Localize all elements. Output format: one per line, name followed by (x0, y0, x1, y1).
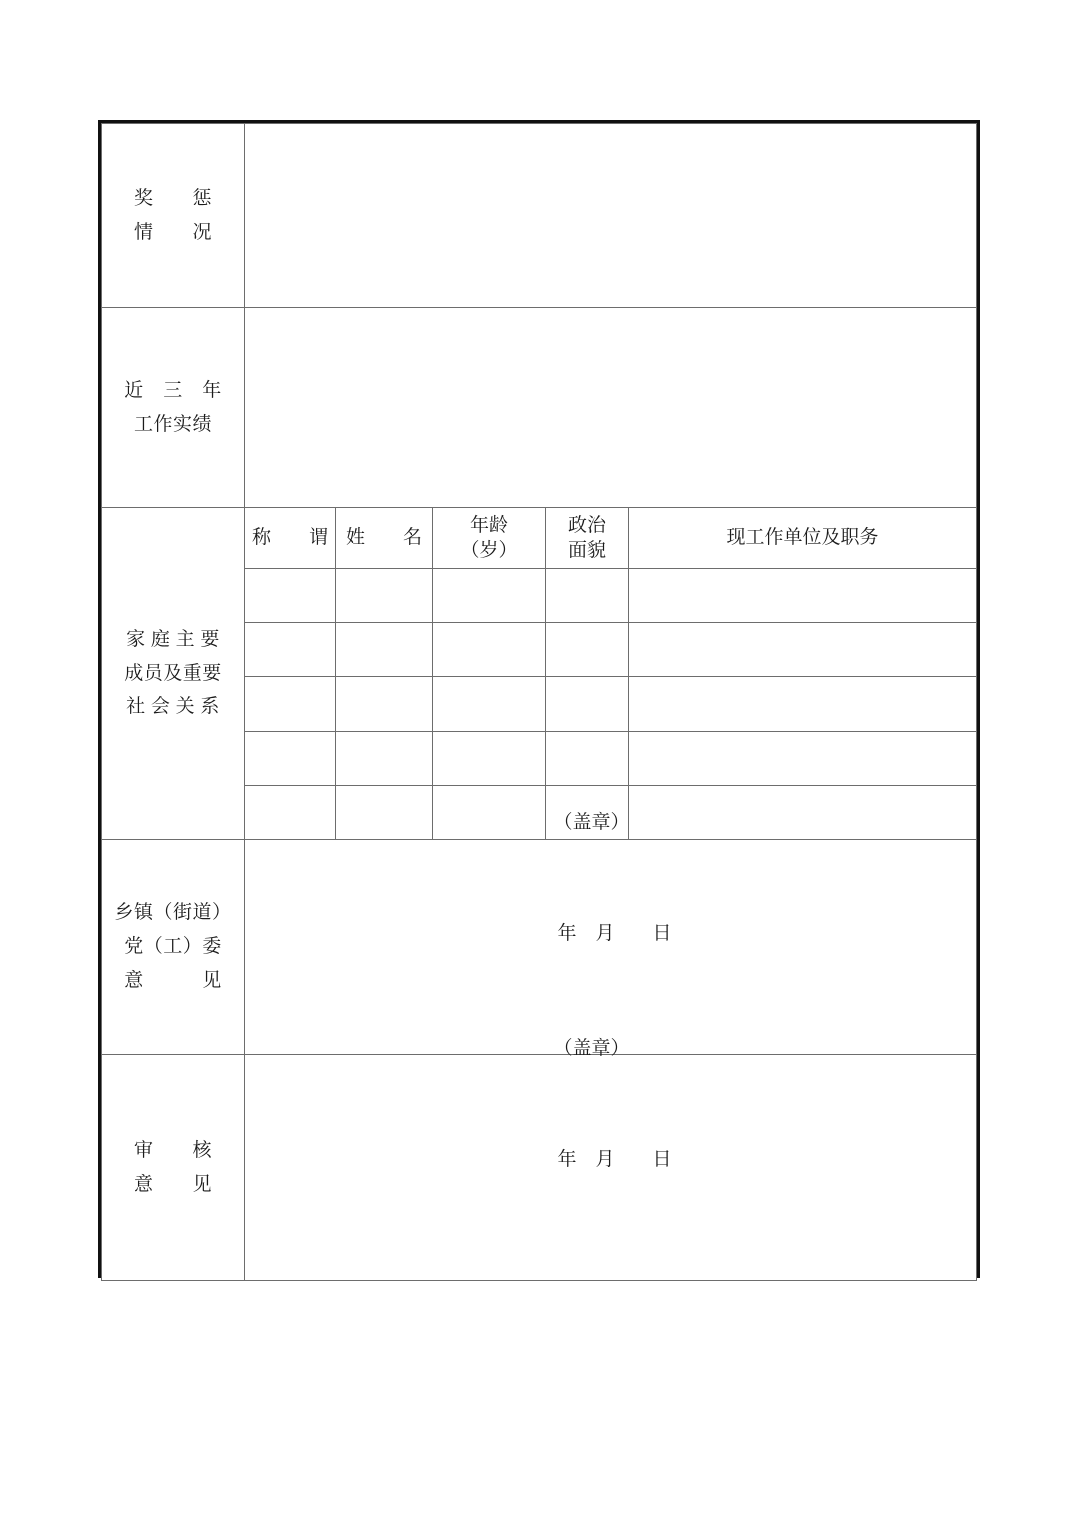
label-review-line1: 审 核 (133, 1139, 212, 1161)
cell-name[interactable] (336, 568, 433, 622)
row-township-opinion (102, 840, 977, 1055)
cell-age[interactable] (433, 568, 546, 622)
family-header-row (245, 508, 976, 568)
label-rewards (102, 124, 245, 308)
cell-workunit[interactable] (629, 785, 977, 839)
label-family-line2: 成员及重要 (124, 662, 222, 684)
township-seal-label: （盖章） (553, 811, 630, 833)
label-family (102, 508, 245, 840)
cell-politics[interactable] (546, 623, 629, 677)
cell-relation[interactable] (245, 568, 336, 622)
cell-relation[interactable] (245, 623, 336, 677)
field-review-opinion-content[interactable] (245, 1037, 977, 1281)
label-township-line3: 意 见 (124, 969, 222, 991)
cell-relation[interactable] (245, 785, 336, 839)
row-review-opinion (102, 1055, 977, 1281)
table-row (245, 677, 976, 731)
label-rewards-line2: 情 况 (133, 221, 212, 243)
header-age (433, 508, 546, 568)
header-name (336, 508, 433, 568)
header-age-line2: （岁） (460, 539, 518, 561)
cell-politics[interactable] (546, 677, 629, 731)
personnel-form-table (98, 120, 980, 1278)
label-review-line2: 意 见 (133, 1173, 212, 1195)
header-politics-line1: 政治 (567, 514, 606, 536)
label-performance-line1: 近 三 年 (124, 379, 222, 401)
review-seal-date-block (549, 956, 671, 1252)
cell-relation[interactable] (245, 731, 336, 785)
field-rewards-content[interactable] (245, 124, 977, 308)
table-row (245, 623, 976, 677)
label-township-opinion (102, 840, 245, 1055)
review-seal-label: （盖章） (553, 1037, 630, 1059)
label-rewards-line1: 奖 惩 (133, 187, 212, 209)
township-date-label: 年 月 日 (557, 922, 672, 944)
label-performance-line2: 工作实绩 (133, 413, 212, 435)
cell-name[interactable] (336, 623, 433, 677)
label-review-opinion (102, 1055, 245, 1281)
cell-name[interactable] (336, 785, 433, 839)
cell-workunit[interactable] (629, 731, 977, 785)
header-name-text: 姓 名 (345, 527, 422, 549)
row-rewards (102, 124, 977, 308)
row-performance (102, 308, 977, 508)
review-date-label: 年 月 日 (557, 1148, 672, 1170)
table-row (245, 568, 976, 622)
cell-age[interactable] (433, 731, 546, 785)
header-politics-line2: 面貌 (567, 539, 606, 561)
cell-workunit[interactable] (629, 677, 977, 731)
cell-age[interactable] (433, 623, 546, 677)
header-relation (245, 508, 336, 568)
form-grid (101, 123, 977, 1281)
cell-workunit[interactable] (629, 568, 977, 622)
header-workunit-text: 现工作单位及职务 (726, 527, 879, 549)
cell-workunit[interactable] (629, 623, 977, 677)
label-family-line1: 家 庭 主 要 (126, 628, 220, 650)
label-performance (102, 308, 245, 508)
cell-age[interactable] (433, 785, 546, 839)
label-family-line3: 社 会 关 系 (126, 696, 220, 718)
cell-relation[interactable] (245, 677, 336, 731)
cell-name[interactable] (336, 731, 433, 785)
row-family (102, 508, 977, 840)
header-relation-text: 称 谓 (251, 527, 328, 549)
label-township-line1: 乡镇（街道） (114, 902, 232, 924)
field-performance-content[interactable] (245, 308, 977, 508)
header-politics (546, 508, 629, 568)
header-workunit (629, 508, 977, 568)
cell-age[interactable] (433, 677, 546, 731)
label-township-line2: 党（工）委 (124, 936, 222, 958)
cell-name[interactable] (336, 677, 433, 731)
header-age-line1: 年龄 (469, 514, 508, 536)
cell-politics[interactable] (546, 568, 629, 622)
